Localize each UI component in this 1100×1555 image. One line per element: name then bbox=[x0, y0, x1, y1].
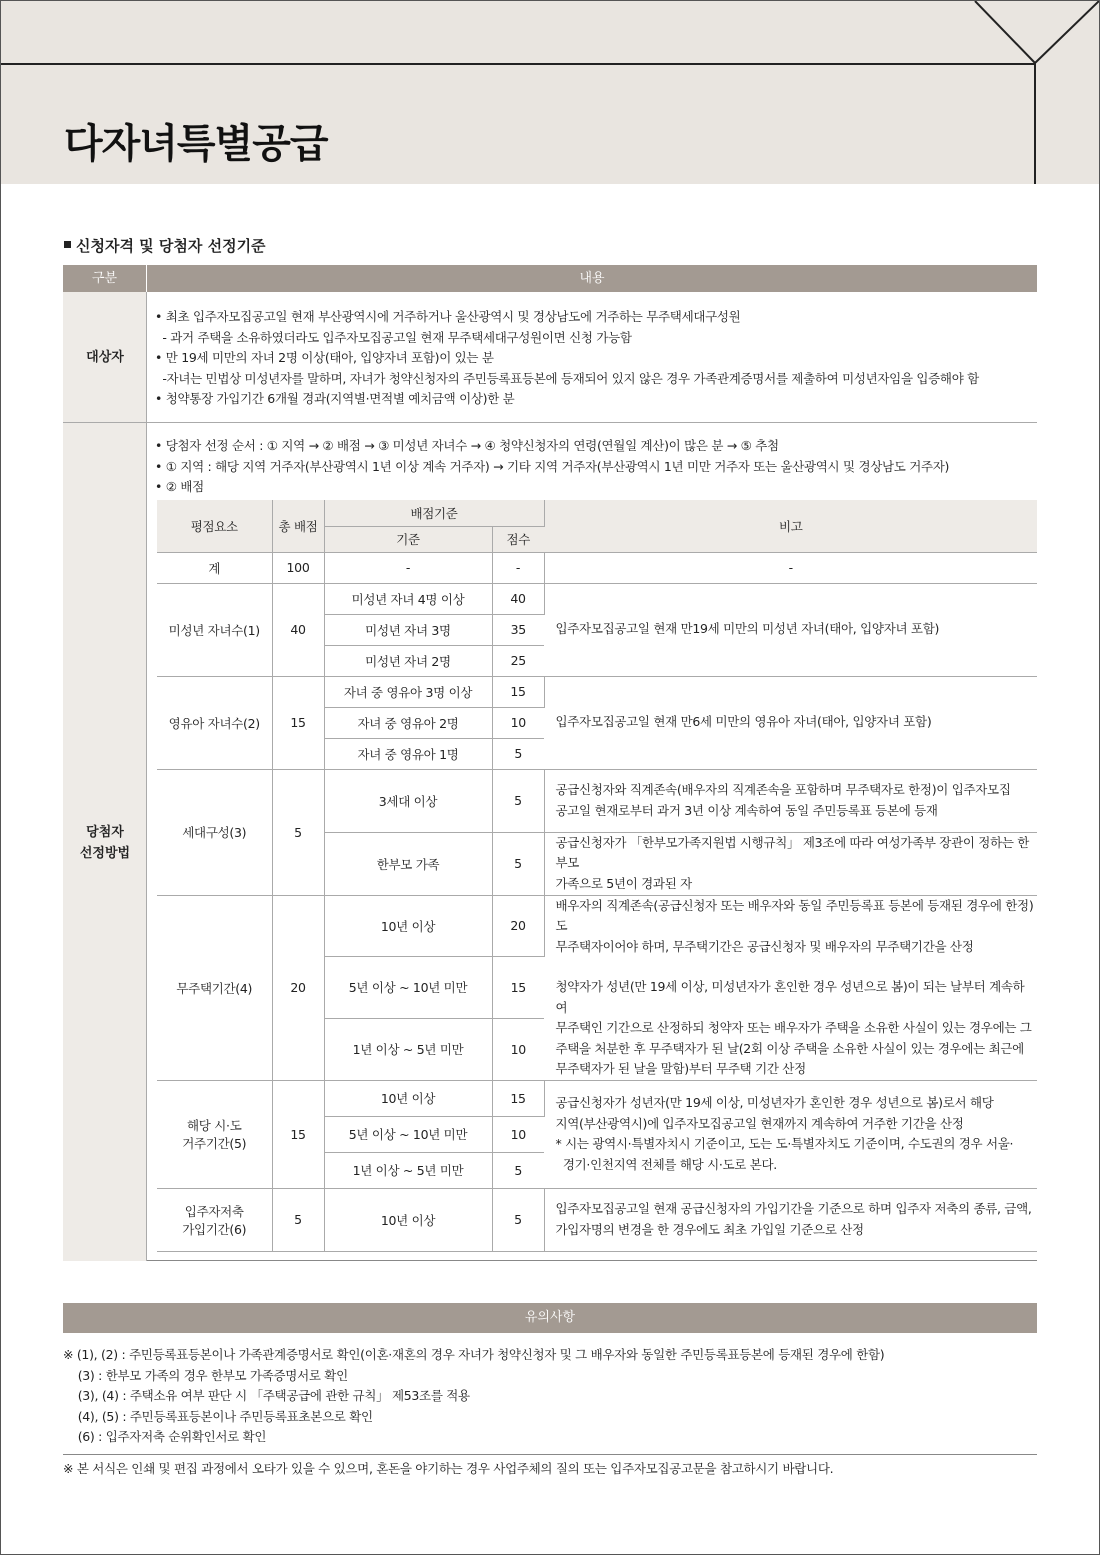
remarks-cell bbox=[544, 1080, 1037, 1188]
list-item: (3) : 한부모 가족의 경우 한부모 가족증명서로 확인 bbox=[63, 1367, 348, 1383]
remarks-line: 배우자의 직계존속(공급신청자 또는 배우자와 동일 주민등록표 등본에 등재된 경우에 한정)도 bbox=[555, 897, 1034, 933]
col-criteria-group: 배점기준 bbox=[324, 500, 544, 526]
criteria-cell: 미성년 자녀 3명 bbox=[324, 614, 492, 645]
list-item: (6) : 입주자저축 순위확인서로 확인 bbox=[63, 1429, 267, 1444]
total-cell: 5 bbox=[272, 769, 324, 895]
method-label-line1: 당첨자 bbox=[86, 825, 124, 840]
remarks-cell bbox=[544, 895, 1037, 1080]
criteria-cell: 1년 이상 ~ 5년 미만 bbox=[324, 1152, 492, 1188]
list-item: • 당첨자 선정 순서 : ① 지역 → ② 배점 → ③ 미성년 자녀수 → ④ 청약신청자의 연령(연월일 계산)이 많은 분 → ⑤ 추첨 bbox=[155, 438, 779, 453]
score-cell: 15 bbox=[492, 957, 544, 1019]
remarks-line: * 시는 광역시·특별자치시 기준이고, 도는 도·특별자치도 기준이며, 수도권의 경우 서울· bbox=[555, 1136, 1014, 1151]
table-row bbox=[157, 1080, 1037, 1116]
total-cell: 20 bbox=[272, 895, 324, 1080]
header-category: 구분 bbox=[91, 271, 118, 286]
remarks-cell: - bbox=[544, 552, 1037, 583]
remarks-cell: 입주자모집공고일 현재 만6세 미만의 영유아 자녀(태아, 입양자녀 포함) bbox=[544, 676, 1037, 769]
list-item: • ② 배점 bbox=[155, 479, 204, 494]
col-criteria: 기준 bbox=[324, 526, 492, 552]
factor-cell: 미성년 자녀수(1) bbox=[157, 583, 272, 676]
criteria-cell: 10년 이상 bbox=[324, 1188, 492, 1251]
table-header bbox=[63, 265, 1037, 292]
remarks-line: 가족으로 5년이 경과된 자 bbox=[555, 875, 692, 891]
table-row bbox=[157, 552, 1037, 583]
score-cell: 10 bbox=[492, 707, 544, 738]
remarks-line: 무주택인 기간으로 산정하되 청약자 또는 배우자가 주택을 소유한 사실이 있는 경우에는 그 bbox=[555, 1020, 1032, 1035]
factor-cell: 계 bbox=[157, 552, 272, 583]
header-content: 내용 bbox=[579, 271, 605, 286]
criteria-cell: 5년 이상 ~ 10년 미만 bbox=[324, 1116, 492, 1152]
table-row bbox=[157, 583, 1037, 614]
list-item: • 만 19세 미만의 자녀 2명 이상(태아, 입양자녀 포함)이 있는 분 bbox=[155, 350, 494, 365]
score-table bbox=[157, 500, 1037, 1252]
square-bullet-icon bbox=[64, 241, 71, 248]
criteria-cell: 한부모 가족 bbox=[324, 832, 492, 895]
factor-cell bbox=[157, 1080, 272, 1188]
table-row bbox=[157, 676, 1037, 707]
remarks-line: 지역(부산광역시)에 입주자모집공고일 현재까지 계속하여 거주한 기간을 산정 bbox=[555, 1115, 964, 1131]
section-title-text: 신청자격 및 당첨자 선정기준 bbox=[76, 237, 266, 255]
criteria-cell: 10년 이상 bbox=[324, 1080, 492, 1116]
score-cell: 15 bbox=[492, 1080, 544, 1116]
factor-cell: 세대구성(3) bbox=[157, 769, 272, 895]
table-row bbox=[157, 895, 1037, 957]
list-item: (4), (5) : 주민등록표등본이나 주민등록표초본으로 확인 bbox=[63, 1408, 373, 1424]
score-cell: 40 bbox=[492, 583, 544, 614]
notes-header: 유의사항 bbox=[63, 1303, 1037, 1333]
remarks-line: 청약자가 성년(만 19세 이상, 미성년자가 혼인한 경우 성년으로 봄)이 되는 날부터 계속하여 bbox=[555, 979, 1025, 1015]
criteria-cell: 5년 이상 ~ 10년 미만 bbox=[324, 957, 492, 1019]
score-cell: 5 bbox=[492, 769, 544, 832]
method-list bbox=[155, 436, 949, 498]
remarks-line: 가입자명의 변경을 한 경우에도 최초 가입일 기준으로 산정 bbox=[555, 1221, 864, 1237]
remarks-line: 공급신청자가 「한부모가족지원법 시행규칙」 제3조에 따라 여성가족부 장관이 정하는 한부모 bbox=[555, 834, 1030, 871]
criteria-cell: 1년 이상 ~ 5년 미만 bbox=[324, 1018, 492, 1080]
score-cell: 5 bbox=[492, 1188, 544, 1251]
criteria-cell: - bbox=[324, 552, 492, 583]
factor-line: 가입기간(6) bbox=[182, 1221, 247, 1237]
remarks-cell bbox=[544, 1188, 1037, 1251]
col-score: 점수 bbox=[492, 526, 544, 552]
target-label: 대상자 bbox=[86, 350, 124, 365]
remarks-line: 주택을 처분한 후 무주택자가 된 날(2회 이상 주택을 소유한 사실이 있는 경우에는 최근에 bbox=[555, 1040, 1024, 1056]
list-item: ※ (1), (2) : 주민등록표등본이나 가족관계증명서로 확인(이혼·재혼의 경우 자녀가 청약신청자 및 그 배우자와 동일한 주민등록표등본에 등재된 경우에 한함) bbox=[63, 1347, 885, 1362]
factor-cell: 영유아 자녀수(2) bbox=[157, 676, 272, 769]
score-cell: 5 bbox=[492, 1152, 544, 1188]
table-row bbox=[157, 1188, 1037, 1251]
remarks-line: 공고일 현재로부터 과거 3년 이상 계속하여 동일 주민등록표 등본에 등재 bbox=[555, 802, 938, 818]
list-item: • 청약통장 가입기간 6개월 경과(지역별·면적별 예치금액 이상)한 분 bbox=[155, 391, 515, 406]
score-cell: 20 bbox=[492, 895, 544, 957]
eligibility-table bbox=[63, 265, 1037, 1261]
remarks-cell bbox=[544, 769, 1037, 832]
total-cell: 40 bbox=[272, 583, 324, 676]
total-cell: 15 bbox=[272, 676, 324, 769]
list-item: -자녀는 민법상 미성년자를 말하며, 자녀가 청약신청자의 주민등록표등본에 등재되어 있지 않은 경우 가족관계증명서를 제출하여 미성년자임을 입증해야 함 bbox=[155, 370, 979, 386]
criteria-cell: 미성년 자녀 4명 이상 bbox=[324, 583, 492, 614]
col-total: 총 배점 bbox=[272, 500, 324, 552]
remarks-line: 공급신청자가 성년자(만 19세 이상, 미성년자가 혼인한 경우 성년으로 봄)로서 해당 bbox=[555, 1095, 994, 1110]
label-column bbox=[63, 292, 147, 1261]
list-item: • 최초 입주자모집공고일 현재 부산광역시에 거주하거나 울산광역시 및 경상남도에 거주하는 무주택세대구성원 bbox=[155, 309, 741, 324]
remarks-line: 경기·인천지역 전체를 해당 시·도로 본다. bbox=[555, 1156, 777, 1172]
score-cell: 5 bbox=[492, 832, 544, 895]
criteria-cell: 자녀 중 영유아 3명 이상 bbox=[324, 676, 492, 707]
remarks-line: 무주택자이어야 하며, 무주택기간은 공급신청자 및 배우자의 무주택기간을 산정 bbox=[555, 938, 974, 954]
criteria-cell: 3세대 이상 bbox=[324, 769, 492, 832]
col-remarks: 비고 bbox=[544, 500, 1037, 552]
remarks-line: 입주자모집공고일 현재 공급신청자의 가입기간을 기준으로 하며 입주자 저축의 종류, 금액, bbox=[555, 1201, 1032, 1216]
method-label bbox=[63, 822, 147, 864]
target-list bbox=[155, 307, 979, 410]
factor-cell bbox=[157, 1188, 272, 1251]
list-item: (3), (4) : 주택소유 여부 판단 시 「주택공급에 관한 규칙」 제53조를 적용 bbox=[63, 1388, 470, 1403]
criteria-cell: 미성년 자녀 2명 bbox=[324, 645, 492, 676]
score-cell: 10 bbox=[492, 1018, 544, 1080]
score-cell: 25 bbox=[492, 645, 544, 676]
notes-divider bbox=[63, 1454, 1037, 1455]
score-cell: - bbox=[492, 552, 544, 583]
factor-cell: 무주택기간(4) bbox=[157, 895, 272, 1080]
score-cell: 10 bbox=[492, 1116, 544, 1152]
score-cell: 5 bbox=[492, 738, 544, 769]
list-item: • ① 지역 : 해당 지역 거주자(부산광역시 1년 이상 계속 거주자) → 기타 지역 거주자(부산광역시 1년 미만 거주자 또는 울산광역시 및 경상남도 거주자) bbox=[155, 458, 950, 474]
total-cell: 15 bbox=[272, 1080, 324, 1188]
col-factor: 평점요소 bbox=[157, 500, 272, 552]
total-cell: 5 bbox=[272, 1188, 324, 1251]
factor-line: 입주자저축 bbox=[184, 1203, 244, 1219]
criteria-cell: 자녀 중 영유아 1명 bbox=[324, 738, 492, 769]
criteria-cell: 10년 이상 bbox=[324, 895, 492, 957]
page-title: 다자녀특별공급 bbox=[64, 121, 328, 167]
remarks-line: 무주택자가 된 날을 말함)부터 무주택 기간 산정 bbox=[555, 1061, 806, 1076]
factor-line: 거주기간(5) bbox=[182, 1136, 247, 1151]
score-cell: 35 bbox=[492, 614, 544, 645]
row-divider bbox=[63, 422, 1037, 423]
notes-list bbox=[63, 1345, 884, 1448]
criteria-cell: 자녀 중 영유아 2명 bbox=[324, 707, 492, 738]
table-row bbox=[157, 769, 1037, 832]
total-cell: 100 bbox=[272, 552, 324, 583]
section-title bbox=[64, 235, 266, 256]
score-cell: 15 bbox=[492, 676, 544, 707]
list-item: - 과거 주택을 소유하였더라도 입주자모집공고일 현재 무주택세대구성원이면 신청 가능함 bbox=[155, 329, 632, 345]
remarks-line: 공급신청자와 직계존속(배우자의 직계존속을 포함하며 무주택자로 한정)이 입주자모집 bbox=[555, 782, 1011, 797]
method-label-line2: 선정방법 bbox=[79, 846, 131, 861]
factor-line: 해당 시·도 bbox=[187, 1118, 242, 1133]
remarks-cell: 입주자모집공고일 현재 만19세 미만의 미성년 자녀(태아, 입양자녀 포함) bbox=[544, 583, 1037, 676]
footnote: ※ 본 서식은 인쇄 및 편집 과정에서 오타가 있을 수 있으며, 혼돈을 야기하는 경우 사업주체의 질의 또는 입주자모집공고문을 참고하시기 바랍니다. bbox=[63, 1461, 834, 1476]
remarks-cell bbox=[544, 832, 1037, 895]
